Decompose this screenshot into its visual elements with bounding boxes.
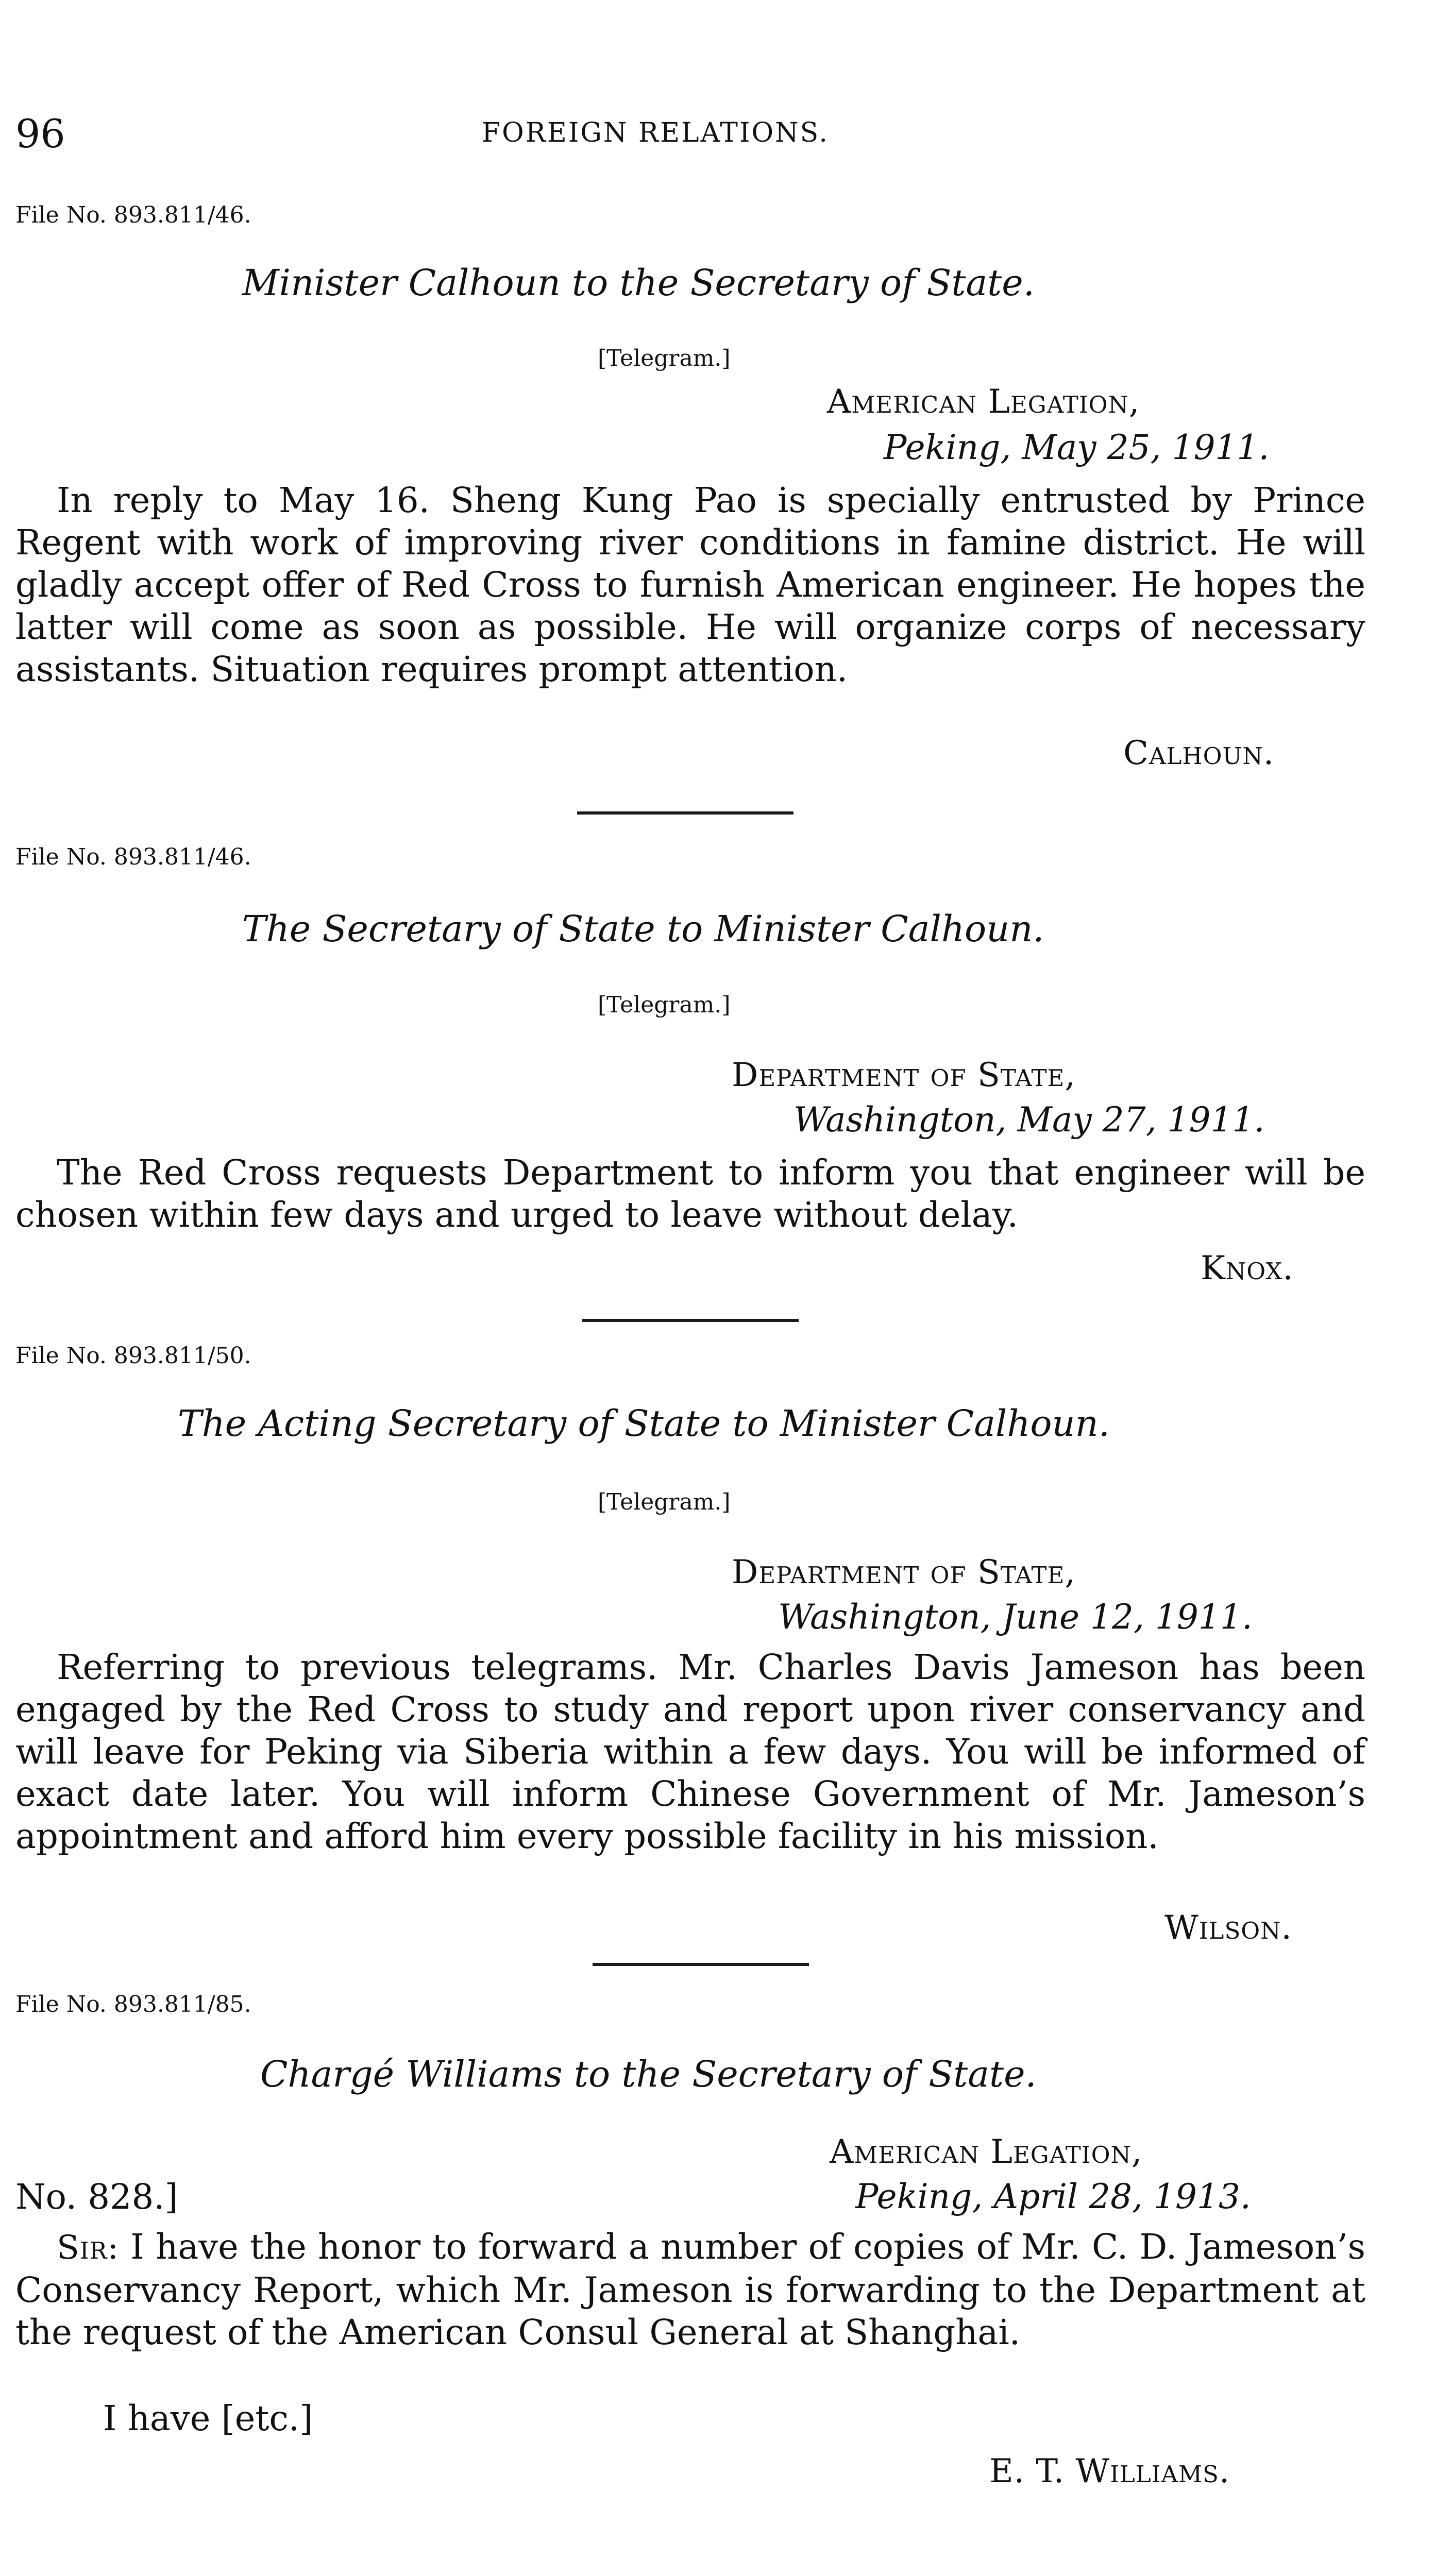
message-body: Referring to previous telegrams. Mr. Charles Davis Jameson has been engaged by the Red Cross to study and report upon river conservancy and will leave for Peking via Siberia within a few days. You will be informed of exact date later. You will inform Chinese Government of Mr. Jameson’s appointment and afford him every possible facility in his mission. [15,1647,1365,1856]
document-heading: The Secretary of State to Minister Calhoun. [242,908,1044,950]
signature: E. T. Williams. [989,2452,1230,2490]
dateline: Peking, April 28, 1913. [855,2177,1251,2216]
message-text: I have the honor to forward a number of copies of Mr. C. D. Jameson’s Conservancy Report, which Mr. Jameson is forwarding to the Department at the request of the American Consul General at Shanghai. [15,2227,1365,2352]
section-divider [577,811,794,815]
closing: I have [etc.] [103,2398,313,2438]
section-divider [582,1319,799,1322]
sender-place: Department of State, [732,1056,1076,1094]
dateline: Washington, May 27, 1911. [794,1100,1265,1140]
telegram-note: [Telegram.] [598,992,731,1018]
running-title: FOREIGN RELATIONS. [482,117,829,148]
message-body: The Red Cross requests Department to inform you that engineer will be chosen within few days and urged to leave without delay. [15,1153,1365,1235]
dateline: Washington, June 12, 1911. [778,1597,1253,1637]
message-body: In reply to May 16. Sheng Kung Pao is specially entrusted by Prince Regent with work of improving river conditions in famine district. He will gladly accept offer of Red Cross to furnish American engineer. He hopes the latter will come as soon as possible. He will organize corps of necessary assistants. Situation requires prompt attention. [15,480,1365,689]
section-divider [593,1963,809,1966]
sender-place: Department of State, [732,1553,1076,1591]
despatch-number: No. 828.] [15,2177,178,2217]
sender-place: American Legation, [827,383,1140,421]
signature: Wilson. [1164,1909,1292,1947]
signature: Knox. [1201,1249,1294,1287]
message-body [15,2226,1365,2353]
file-number: File No. 893.811/85. [15,1991,251,2018]
document-heading: Minister Calhoun to the Secretary of State. [242,262,1035,304]
document-heading: The Acting Secretary of State to Minister Calhoun. [178,1402,1110,1445]
sender-place: American Legation, [830,2133,1143,2171]
telegram-note: [Telegram.] [598,345,731,371]
file-number: File No. 893.811/46. [15,202,251,228]
salutation: Sir: [57,2229,120,2267]
telegram-note: [Telegram.] [598,1489,731,1515]
file-number: File No. 893.811/46. [15,844,251,870]
signature: Calhoun. [1123,734,1275,772]
file-number: File No. 893.811/50. [15,1343,251,1369]
document-heading: Chargé Williams to the Secretary of State. [260,2053,1037,2095]
page-number: 96 [15,111,65,157]
dateline: Peking, May 25, 1911. [884,428,1270,467]
